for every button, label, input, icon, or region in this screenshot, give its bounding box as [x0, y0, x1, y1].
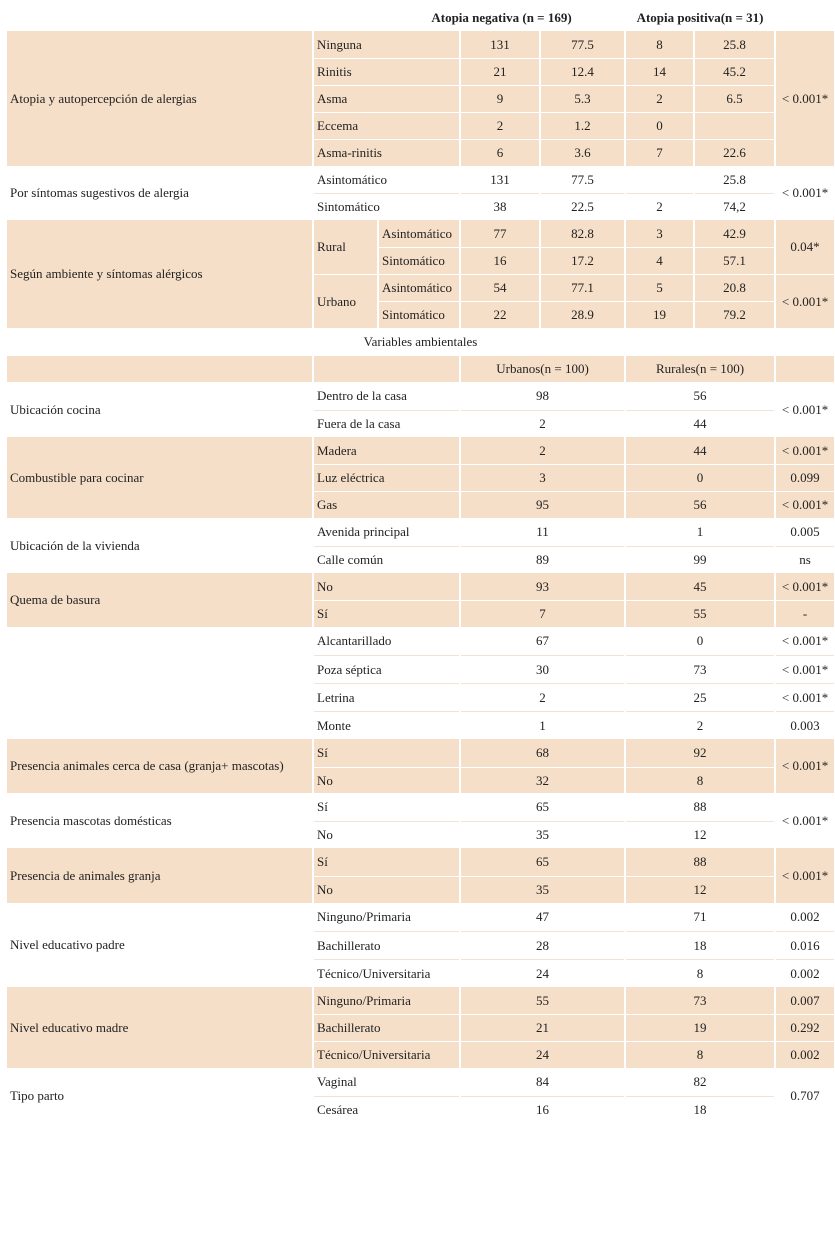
row-label: Rinitis [314, 58, 459, 85]
row-label: Ninguno/Primaria [317, 909, 411, 924]
header-row [7, 5, 834, 31]
category-label: Según ambiente y síntomas alérgicos [7, 220, 312, 328]
p-value: 0.016 [776, 931, 834, 959]
urbanos-value: 98 [536, 388, 550, 403]
pos-percent: 20.8 [695, 274, 774, 301]
urbanos-value: 11 [536, 524, 549, 539]
category-label [7, 627, 312, 739]
p-value: < 0.001* [776, 437, 834, 464]
p-value: 0.002 [776, 1041, 834, 1068]
pos-count: 3 [626, 220, 693, 247]
pos-count: 2 [626, 85, 693, 112]
rurales-value: 92 [626, 739, 774, 767]
pos-count: 14 [626, 58, 693, 85]
blank-cell [314, 356, 459, 382]
pos-count [626, 166, 693, 193]
urbanos-value: 21 [461, 1014, 624, 1041]
p-value: 0.002 [776, 959, 834, 987]
neg-count: 38 [461, 193, 539, 220]
p-value: < 0.001* [776, 31, 834, 166]
urbanos-value: 28 [461, 931, 624, 959]
row-label: Letrina [314, 683, 459, 711]
neg-percent: 3.6 [541, 139, 624, 166]
urbanos-value: 3 [461, 464, 624, 491]
p-value: 0.005 [790, 524, 820, 539]
urbanos-value: 67 [536, 633, 550, 648]
row-label: Técnico/Universitaria [314, 1041, 459, 1068]
rurales-value: 18 [626, 1096, 774, 1123]
row-label: Avenida principal [317, 524, 410, 539]
category-label: Nivel educativo padre [10, 937, 125, 952]
neg-percent: 77.5 [571, 171, 594, 187]
atopia-negativa-header: Atopia negativa (n = 169) [431, 10, 572, 25]
neg-count: 77 [461, 220, 539, 247]
urbanos-value: 1 [461, 711, 624, 739]
table-row [7, 220, 834, 247]
category-label: Nivel educativo madre [7, 987, 312, 1068]
urbanos-value: 32 [461, 767, 624, 793]
data-table [5, 5, 835, 1123]
rurales-value: 1 [696, 524, 704, 539]
category-label: Combustible para cocinar [7, 437, 312, 518]
rurales-value: 71 [693, 909, 707, 924]
row-label: Asintomático [379, 220, 459, 247]
p-value: 0.002 [790, 909, 820, 924]
pos-percent: 74,2 [695, 193, 774, 220]
pos-count: 2 [626, 193, 693, 220]
pos-percent: 25.8 [723, 171, 746, 187]
rurales-value: 73 [626, 655, 774, 683]
row-label: No [314, 821, 459, 848]
urbanos-value: 24 [461, 1041, 624, 1068]
rurales-value: 8 [626, 1041, 774, 1068]
pos-percent: 42.9 [695, 220, 774, 247]
row-label: No [314, 573, 459, 600]
neg-percent: 28.9 [541, 301, 624, 328]
neg-percent: 22.5 [541, 193, 624, 220]
neg-percent: 77.5 [541, 31, 624, 58]
row-label: Madera [314, 437, 459, 464]
row-label: Sí [314, 739, 459, 767]
p-value: 0.707 [790, 1087, 820, 1103]
neg-percent: 12.4 [541, 58, 624, 85]
rurales-value: 55 [626, 600, 774, 627]
row-label: Sintomático [314, 193, 459, 220]
neg-count: 16 [461, 247, 539, 274]
row-label: Ninguna [314, 31, 459, 58]
row-label: Sí [314, 848, 459, 876]
row-label: Fuera de la casa [314, 410, 459, 437]
neg-percent: 5.3 [541, 85, 624, 112]
p-value: < 0.001* [776, 573, 834, 600]
row-label: Asintomático [379, 274, 459, 301]
blank-cell [776, 5, 834, 31]
urbanos-value: 35 [461, 821, 624, 848]
urbanos-value: 16 [461, 1096, 624, 1123]
blank-cell [7, 5, 377, 31]
table-row [7, 903, 834, 931]
rurales-value: 73 [626, 987, 774, 1014]
category-label: Atopia y autopercepción de alergias [7, 31, 312, 166]
row-label: Técnico/Universitaria [314, 959, 459, 987]
rurales-value: 88 [693, 799, 707, 814]
p-value: 0.04* [776, 220, 834, 274]
pos-count: 4 [626, 247, 693, 274]
row-label: Calle común [314, 546, 459, 573]
row-label: Bachillerato [314, 931, 459, 959]
section-title-row [7, 328, 834, 356]
urbanos-value: 55 [461, 987, 624, 1014]
category-label: Por síntomas sugestivos de alergia [10, 185, 189, 200]
urbanos-value: 24 [461, 959, 624, 987]
rurales-value: 56 [626, 491, 774, 518]
rurales-value: 44 [626, 437, 774, 464]
category-label: Quema de basura [7, 573, 312, 627]
p-value: < 0.001* [776, 739, 834, 793]
rurales-value: 12 [626, 821, 774, 848]
blank-cell [7, 356, 312, 382]
table-row [7, 518, 834, 546]
table-row [7, 739, 834, 767]
rurales-value: 45 [626, 573, 774, 600]
p-value: < 0.001* [776, 655, 834, 683]
row-label: Asma [314, 85, 459, 112]
urbanos-value: 95 [461, 491, 624, 518]
rurales-value: 18 [626, 931, 774, 959]
row-label: Bachillerato [314, 1014, 459, 1041]
neg-count: 131 [461, 31, 539, 58]
urbanos-value: 93 [461, 573, 624, 600]
urbanos-value: 2 [461, 410, 624, 437]
blank-cell [776, 356, 834, 382]
p-value: < 0.001* [781, 812, 829, 828]
rurales-value: 2 [626, 711, 774, 739]
rurales-value: 8 [626, 959, 774, 987]
environment-label: Urbano [314, 274, 377, 328]
urbanos-value: 65 [536, 799, 550, 814]
neg-count: 22 [461, 301, 539, 328]
p-value: 0.099 [776, 464, 834, 491]
row-label: Sí [317, 799, 328, 814]
rurales-value: 0 [696, 633, 704, 648]
table-row [7, 382, 834, 410]
table-row [7, 437, 834, 464]
pos-percent [695, 112, 774, 139]
p-value: < 0.001* [781, 185, 829, 200]
p-value: < 0.001* [776, 683, 834, 711]
rurales-header: Rurales(n = 100) [626, 356, 774, 382]
table-row [7, 573, 834, 600]
pos-count: 7 [626, 139, 693, 166]
neg-count: 21 [461, 58, 539, 85]
pos-count: 5 [626, 274, 693, 301]
rurales-value: 56 [693, 388, 707, 403]
table-row [7, 1068, 834, 1096]
urbanos-value: 84 [536, 1074, 550, 1089]
category-label: Tipo parto [10, 1087, 65, 1103]
pos-percent: 57.1 [695, 247, 774, 274]
pos-count: 0 [626, 112, 693, 139]
row-label: Luz eléctrica [314, 464, 459, 491]
atopia-positiva-header: Atopia positiva(n = 31) [636, 10, 764, 25]
row-label: No [314, 876, 459, 903]
urbanos-value: 7 [461, 600, 624, 627]
neg-count: 131 [490, 171, 510, 187]
table-row [7, 793, 834, 821]
rurales-value: 8 [626, 767, 774, 793]
row-label: Ninguno/Primaria [314, 987, 459, 1014]
section-title: Variables ambientales [363, 334, 478, 349]
p-value: < 0.001* [776, 491, 834, 518]
urbanos-value: 2 [461, 683, 624, 711]
neg-percent: 77.1 [541, 274, 624, 301]
env-header-row [7, 356, 834, 382]
urbanos-header: Urbanos(n = 100) [461, 356, 624, 382]
pos-percent: 79.2 [695, 301, 774, 328]
row-label: Dentro de la casa [317, 388, 407, 403]
urbanos-value: 2 [461, 437, 624, 464]
rurales-value: 25 [626, 683, 774, 711]
neg-count: 54 [461, 274, 539, 301]
p-value: 0.003 [776, 711, 834, 739]
category-label: Ubicación de la vivienda [10, 537, 140, 553]
p-value: 0.292 [776, 1014, 834, 1041]
urbanos-value: 47 [536, 909, 550, 924]
pos-percent: 22.6 [695, 139, 774, 166]
table-row [7, 627, 834, 655]
urbanos-value: 35 [461, 876, 624, 903]
p-value: < 0.001* [776, 848, 834, 903]
pos-percent: 25.8 [695, 31, 774, 58]
pos-percent: 6.5 [695, 85, 774, 112]
p-value: < 0.001* [781, 401, 829, 417]
category-label: Ubicación cocina [10, 401, 101, 417]
row-label: Alcantarillado [317, 633, 392, 648]
p-value: < 0.001* [781, 633, 829, 648]
table-row [7, 166, 834, 193]
urbanos-value: 68 [461, 739, 624, 767]
rurales-value: 12 [626, 876, 774, 903]
neg-count: 9 [461, 85, 539, 112]
pos-percent: 45.2 [695, 58, 774, 85]
urbanos-value: 65 [461, 848, 624, 876]
rurales-value: 44 [626, 410, 774, 437]
neg-percent: 1.2 [541, 112, 624, 139]
row-label: Eccema [314, 112, 459, 139]
rurales-value: 88 [626, 848, 774, 876]
table-row [7, 987, 834, 1014]
row-label: Cesárea [314, 1096, 459, 1123]
rurales-value: 0 [626, 464, 774, 491]
urbanos-value: 30 [461, 655, 624, 683]
row-label: Asma-rinitis [314, 139, 459, 166]
category-label: Presencia animales cerca de casa (granja+ mascotas) [7, 739, 312, 793]
row-label: Monte [314, 711, 459, 739]
table-row [7, 848, 834, 876]
neg-count: 6 [461, 139, 539, 166]
row-label: Sintomático [379, 301, 459, 328]
rurales-value: 19 [626, 1014, 774, 1041]
row-label: Asintomático [317, 171, 388, 187]
neg-count: 2 [461, 112, 539, 139]
row-label: Poza séptica [314, 655, 459, 683]
pos-count: 19 [626, 301, 693, 328]
neg-percent: 17.2 [541, 247, 624, 274]
rurales-value: 82 [693, 1074, 707, 1089]
p-value: ns [776, 546, 834, 573]
row-label: Vaginal [317, 1074, 357, 1089]
category-label: Presencia de animales granja [7, 848, 312, 903]
p-value: - [776, 600, 834, 627]
row-label: Sí [314, 600, 459, 627]
p-value: 0.007 [776, 987, 834, 1014]
urbanos-value: 89 [461, 546, 624, 573]
p-value: < 0.001* [776, 274, 834, 328]
pos-count: 8 [626, 31, 693, 58]
neg-percent: 82.8 [541, 220, 624, 247]
category-label: Presencia mascotas domésticas [10, 812, 172, 828]
environment-label: Rural [314, 220, 377, 274]
row-label: Sintomático [379, 247, 459, 274]
row-label: Gas [314, 491, 459, 518]
row-label: No [314, 767, 459, 793]
table-row [7, 31, 834, 58]
rurales-value: 99 [626, 546, 774, 573]
